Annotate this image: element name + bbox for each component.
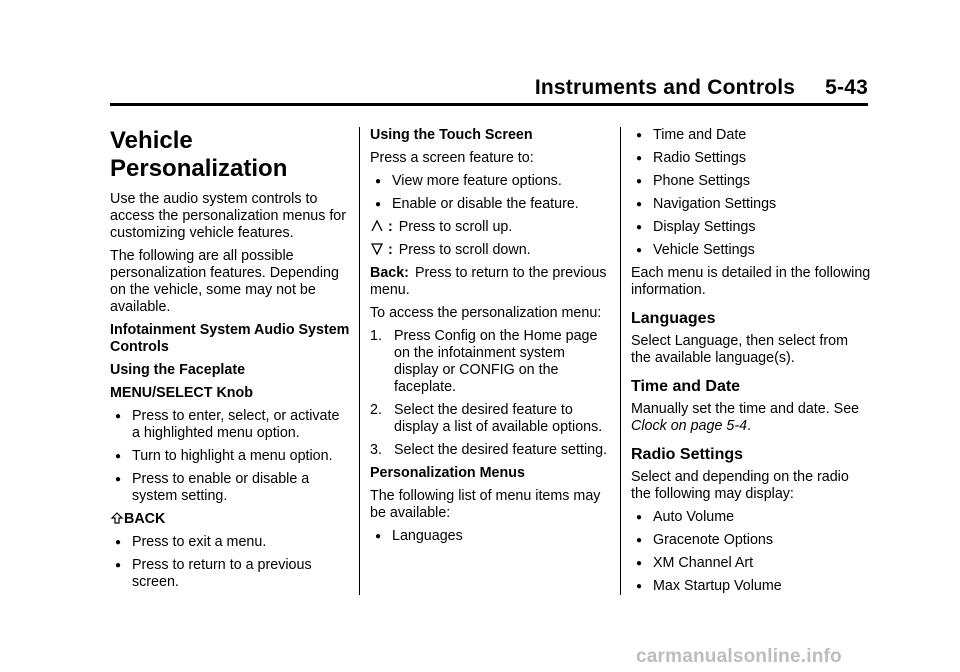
bullet-icon: ● <box>115 537 122 548</box>
bullet-icon: ● <box>636 535 643 546</box>
menus-detail: Each menu is detailed in the following information. <box>631 265 871 298</box>
bullet-icon: ● <box>636 558 643 569</box>
scroll-down-icon <box>370 242 384 256</box>
list-item: ● Press to return to a previous screen. <box>115 557 312 590</box>
bullet-icon: ● <box>375 176 382 187</box>
subhead-personalization-menus: Personalization Menus <box>370 465 525 481</box>
section-title: Instruments and Controls <box>534 76 796 99</box>
header-rule <box>110 103 868 106</box>
scroll-down-row: : Press to scroll down. <box>370 242 610 259</box>
list-item: ● Radio Settings <box>636 150 746 166</box>
bullet-icon: ● <box>375 531 382 542</box>
bullet-icon: ● <box>636 176 643 187</box>
bullet-icon: ● <box>115 451 122 462</box>
column-divider-2 <box>620 127 621 595</box>
page-title: Vehicle Personalization <box>110 127 288 182</box>
bullet-icon: ● <box>375 199 382 210</box>
subhead-touch-screen: Using the Touch Screen <box>370 127 533 143</box>
list-item: ● Gracenote Options <box>636 532 774 548</box>
bullet-icon: ● <box>636 153 643 164</box>
page-header <box>110 76 868 100</box>
list-item: ● Enable or disable the feature. <box>375 196 579 212</box>
bullet-icon: ● <box>636 130 643 141</box>
availability-paragraph: The following are all possible personalization features. Depending on the vehicle, some may not be available. <box>110 248 339 315</box>
back-heading: BACK <box>110 511 350 528</box>
bullet-icon: ● <box>636 222 643 233</box>
bullet-icon: ● <box>636 512 643 523</box>
list-item: ● Press to exit a menu. <box>115 534 267 550</box>
list-item: ● Navigation Settings <box>636 196 777 212</box>
column-1 <box>110 127 350 597</box>
subhead-menu-select-knob: MENU/SELECT Knob <box>110 385 253 401</box>
page-number: 5-43 <box>825 76 868 99</box>
column-divider-1 <box>359 127 360 595</box>
bullet-icon: ● <box>115 411 122 422</box>
radio-text: Select and depending on the radio the following may display: <box>631 469 849 502</box>
list-item: ● Display Settings <box>636 219 756 235</box>
bullet-icon: ● <box>636 199 643 210</box>
access-intro: To access the personalization menu: <box>370 305 602 321</box>
time-text: Manually set the time and date. See Clock on page 5-4. <box>631 401 860 434</box>
list-item: ● Vehicle Settings <box>636 242 755 258</box>
list-item: ● Auto Volume <box>636 509 735 525</box>
bullet-icon: ● <box>115 474 122 485</box>
column-2 <box>370 127 610 551</box>
heading-languages: Languages <box>631 310 716 327</box>
list-item: ● View more feature options. <box>375 173 562 189</box>
list-item: ● Max Startup Volume <box>636 578 782 594</box>
scroll-up-icon <box>370 219 384 233</box>
list-item: ● Phone Settings <box>636 173 750 189</box>
languages-text: Select Language, then select from the available language(s). <box>631 333 848 366</box>
bullet-icon: ● <box>636 581 643 592</box>
heading-time-and-date: Time and Date <box>631 378 741 395</box>
menus-intro: The following list of menu items may be available: <box>370 488 601 521</box>
bullet-icon: ● <box>115 560 122 571</box>
list-item: 3. Select the desired feature setting. <box>370 442 607 458</box>
list-item: ● Press to enable or disable a system setting. <box>115 471 310 504</box>
clock-reference-link[interactable]: Clock on page 5-4 <box>631 418 748 434</box>
subhead-audio-controls: Infotainment System Audio System Controls <box>110 322 350 355</box>
intro-paragraph: Use the audio system controls to access the personalization menus for customizing vehicle features. <box>110 191 347 241</box>
list-item: ● Languages <box>375 528 463 544</box>
list-item: ● Press to enter, select, or activate a highlighted menu option. <box>115 408 340 441</box>
back-arrow-icon <box>110 511 124 525</box>
heading-radio-settings: Radio Settings <box>631 446 744 463</box>
back-row: Back: Press to return to the previous menu. <box>370 265 607 298</box>
list-item: ● XM Channel Art <box>636 555 754 571</box>
list-item: 2. Select the desired feature to display a list of available options. <box>370 402 603 435</box>
list-item: ● Turn to highlight a menu option. <box>115 448 333 464</box>
press-feature-text: Press a screen feature to: <box>370 150 534 166</box>
list-item: ● Time and Date <box>636 127 747 143</box>
list-item: 1. Press Config on the Home page on the infotainment system display or CONFIG on the faceplate. <box>370 328 598 395</box>
subhead-faceplate: Using the Faceplate <box>110 362 246 378</box>
scroll-up-row: : Press to scroll up. <box>370 219 610 236</box>
bullet-icon: ● <box>636 245 643 256</box>
column-3 <box>631 127 871 601</box>
watermark: carmanualsonline.info <box>636 646 842 667</box>
